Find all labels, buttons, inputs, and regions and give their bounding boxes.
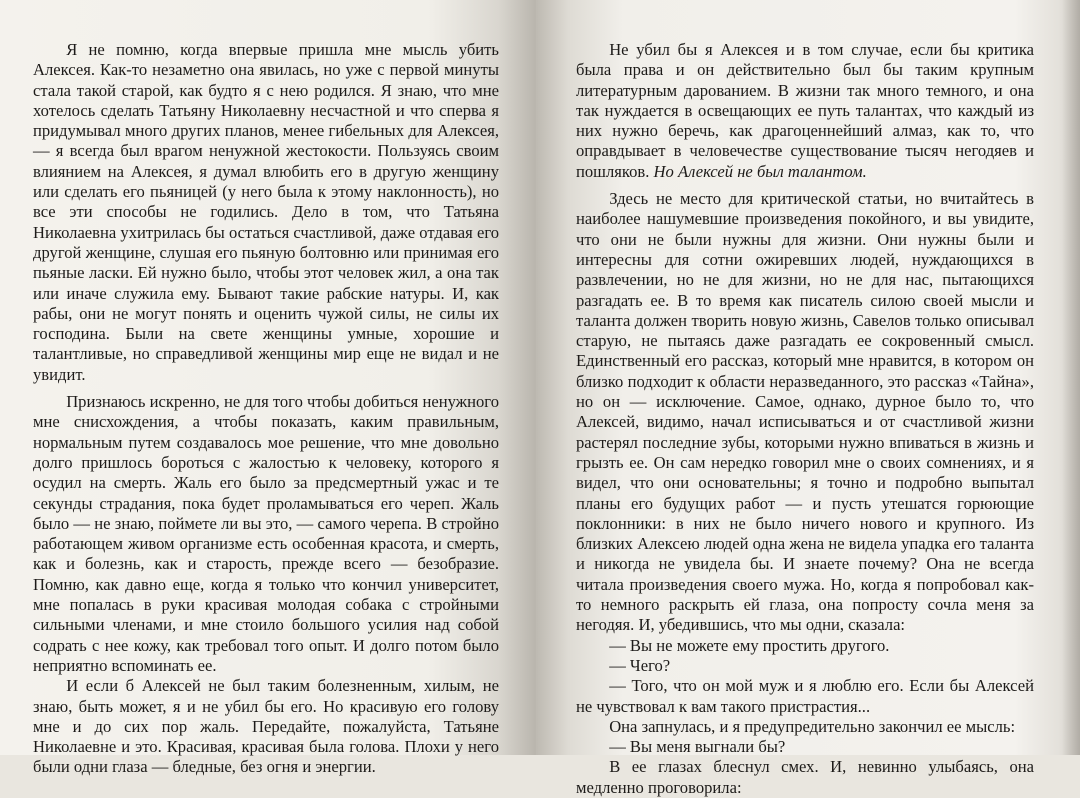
paragraph: Она запнулась, и я предупредительно закончил ее мысль: [609, 716, 1016, 736]
italic-phrase: Но Алексей не был талантом. [653, 161, 867, 181]
paragraph: В ее глазах блеснул смех. И, невинно улыбаясь, она медленно проговорила: [576, 757, 1034, 797]
right-page [536, 0, 1080, 797]
dialogue-line: — Того, что он мой муж и я люблю его. Если бы Алексей не чувствовал к вам такого пристрастия... [576, 676, 1034, 716]
left-page [0, 0, 536, 777]
paragraph: И если б Алексей не был таким болезненным, хилым, не знаю, быть может, я и не убил бы его. Но красивую его голову мне и до сих пор жаль. Передайте, пожалуйста, Татьяне Николаевне и это. Красивая, красивая была голова. Плохи у него были одни глаза — бледные, без огня и энергии. [33, 676, 499, 777]
paragraph: Здесь не место для критической статьи, но вчитайтесь в наиболее нашумевшие произведения покойного, и вы увидите, что они не были нужны для жизни. Они нужны были и интересны для сотни ожиревших людей, нуждающихся в развлечении, но не для жизни, но не для нас, пытающихся разгадать ее. В то время как писатель силою своей мысли и таланта должен творить новую жизнь, Савелов только описывал старую, не пытаясь даже разгадать ее сокровенный смысл. Единственный его рассказ, который мне нравится, в котором он близко подходит к области неразведанного, это рассказ «Тайна», но он — исключение. Самое, однако, дурное было то, что Алексей, видимо, начал исписываться и от счастливой жизни растерял последние зубы, которыми нужно впиваться в жизнь и грызть ее. Он сам нередко говорил мне о своих сомнениях, и я видел, что они основательны; я точно и подробно выпытал планы его будущих работ — и пусть утешатся горюющие поклонники: в них не было ничего нового и крупного. Из близких Алексею людей одна жена не видела упадка его таланта и никогда не увидела бы. И знаете почему? Она не всегда читала произведения своего мужа. Но, когда я попробовал как-то немного раскрыть ей глаза, она попросту сочла меня за негодяя. И, убедившись, что мы одни, сказала: [576, 189, 1034, 635]
right-page-text [576, 40, 1034, 798]
paragraph: Признаюсь искренно, не для того чтобы добиться ненужного мне снисхождения, а чтобы показать, каким правильным, нормальным путем создавалось мое решение, что мне довольно долго пришлось бороться с жалостью к человеку, которого я осудил на смерть. Жаль его было за предсмертный ужас и те секунды страдания, пока будет проламываться его череп. Жаль было — не знаю, поймете ли вы это, — самого черепа. В стройно работающем живом организме есть особенная красота, и смерть, как и болезнь, как и старость, прежде всего — безобразие. Помню, как давно еще, когда я только что кончил университет, мне попалась в руки красивая молодая собака с стройными сильными членами, и мне стоило большого усилия над собой содрать с нее кожу, как требовал того опыт. И долго потом было неприятно вспоминать ее. [33, 392, 499, 675]
paragraph: Я не помню, когда впервые пришла мне мысль убить Алексея. Как-то незаметно она явилась, но уже с первой минуты стала такой старой, как будто я с нею родился. Я знаю, что мне хотелось сделать Татьяну Николаевну несчастной и что сперва я придумывал много других планов, менее гибельных для Алексея, — я всегда был врагом ненужной жестокости. Пользуясь своим влиянием на Алексея, я думал влюбить его в другую женщину или сделать его пьяницей (у него была к этому наклонность), но все эти способы не годились. Дело в том, что Татьяна Николаевна ухитрилась бы остаться счастливой, даже отдавая его другой женщине, слушая его пьяную болтовню или принимая его пьяные ласки. Ей нужно было, чтобы этот человек жил, а она так или иначе служила ему. Бывают такие рабские натуры. И, как рабы, они не могут понять и оценить чужой силы, не силы их господина. Были на свете женщины умные, хорошие и талантливые, но справедливой женщины мир еще не видал и не увидит. [33, 40, 500, 384]
dialogue-line: — Вы не можете ему простить другого. [609, 635, 890, 655]
paragraph [576, 40, 1034, 182]
dialogue-line: — Чего? [609, 655, 671, 675]
left-page-text [33, 40, 499, 778]
paragraph-text: Не убил бы я Алексея и в том случае, если бы критика была права и он действительно был бы таким крупным литературным дарованием. В жизни так много темного, и она так нуждается в освещающих ее путь талантах, что каждый из них нужно беречь, как драгоценнейший алмаз, как то, что оправдывает в человечестве существование тысяч негодяев и пошляков. [576, 40, 1034, 181]
dialogue-line: — Вы меня выгнали бы? [609, 737, 786, 757]
